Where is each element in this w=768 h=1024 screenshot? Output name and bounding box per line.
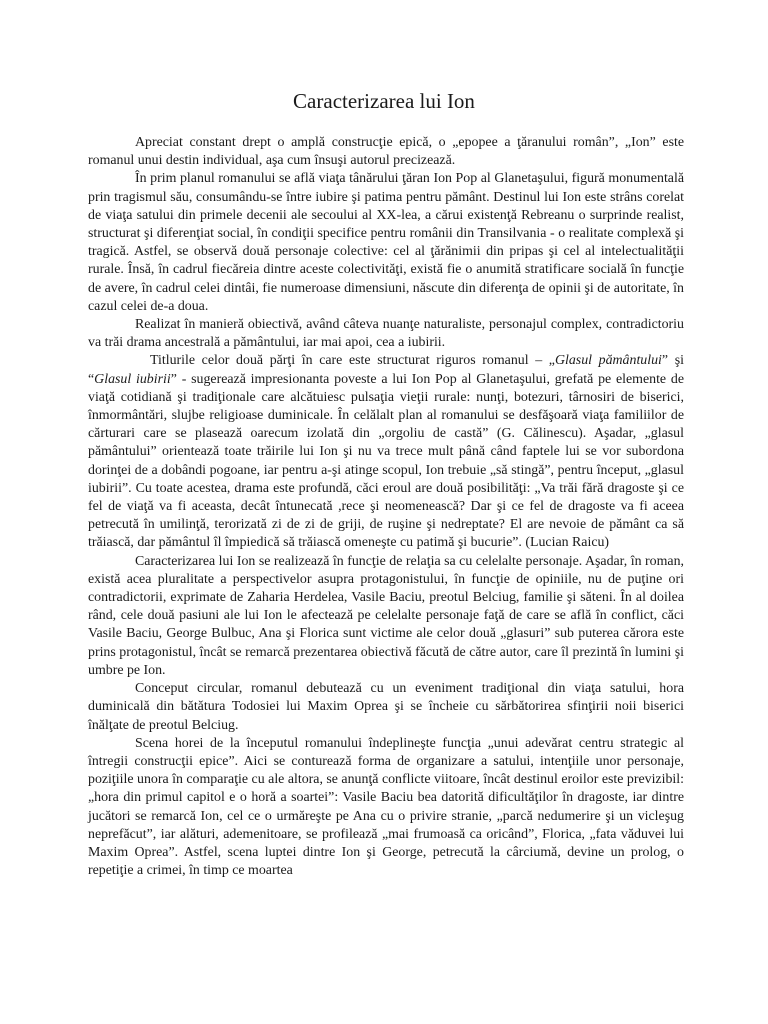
paragraph-structure: Conceput circular, romanul debutează cu un eveniment tradiţional din viaţa satului, hora duminicală din bătătura Todosiei lui Maxim Oprea şi se încheie cu sărbătorirea sfinţirii noii biserici înălţate de preotul Belciug. — [88, 681, 684, 733]
paragraph-titles-text-e: ” - sugerează impresionanta poveste a lui Ion Pop al Glanetaşului, grefată pe elemente de viaţă cotidiană şi tradiţionale care alcătuiesc pulsaţia vieţii rurale: nunţi, botezuri, târnosiri de biserici, înmormântări, slujbe religioase duminicale. În celălalt plan al romanului se desfăşoară viaţa familiilor de cărturari care se plasează oarecum izolată din „orgoliu de castă” (G. Călinescu). Aşadar, „glasul pământului” orientează toate trăirile lui Ion şi nu va trece mult până când faptele lui se vor subordona dorinţei de a dobândi pogoane, iar pentru a-şi atinge scopul, Ion trebuie „să stingă”, pentru început, „glasul iubirii”. Cu toate acestea, drama este profundă, căci eroul are două posibilităţi: „Va trăi fără dragoste şi ce fel de viaţă va fi aceasta, decât întunecată ,rece şi neomenească? Dar şi ce fel de dragoste va fi aceea petrecută în umilinţă, terorizată zi de zi de griji, de ruşine şi nedreptate? El are nevoie de pământ ca să trăiască, dar pământul îl împiedică să trăiască omeneşte cu patimă şi bucurie”. (Lucian Raicu) — [88, 371, 684, 551]
paragraph-intro: Apreciat constant drept o amplă construcţie epică, o „epopee a ţăranului român”, „Ion” este romanul unui destin individual, aşa cum însuşi autorul precizează. — [88, 135, 684, 169]
paragraph-titles-text-a: Titlurile celor două părţi în care este structurat riguros romanul – „ — [150, 353, 555, 369]
title-glasul-pamantului: Glasul pământului — [554, 353, 662, 369]
paragraph-realism: Realizat în manieră obiectivă, având câteva nuanţe naturaliste, personajul complex, contradictoriu va trăi drama ancestrală a pământului, iar mai apoi, cea a iubirii. — [88, 317, 684, 351]
paragraph-protagonist: În prim planul romanului se află viaţa tânărului ţăran Ion Pop al Glanetaşului, figură monumentală prin tragismul său, consumându-se între iubire şi patima pentru pământ. Destinul lui Ion este strâns corelat de viaţa satului din primele decenii ale secoului al XX-lea, a cărui existenţă Rebreanu o surprinde realist, structurat şi diferenţiat social, în condiţii specifice pentru românii din Transilvania - o realitate complexă şi tragică. Astfel, se observă două personaje colective: cel al ţărănimii din pripas şi cel al intelectualităţii rurale. Însă, în cadrul fiecăreia dintre aceste colectivităţi, există fie o anumită stratificare socială în funcţie de avere, în cadrul celei dintâi, fie numeroase dimensiuni, născute din diferenţa de opinii şi de autoritate, în cazul celei de-a doua. — [88, 171, 684, 314]
paragraph-titles-text-c: ” şi “ — [88, 353, 684, 387]
paragraph-titles — [88, 352, 684, 552]
document-body — [88, 134, 684, 880]
paragraph-relations: Caracterizarea lui Ion se realizează în funcţie de relaţia sa cu celelalte personaje. Aşadar, în roman, există acea pluralitate a perspectivelor asupra protagonistului, în funcţie de opiniile, nu de puţine ori contradictorii, exprimate de Zaharia Herdelea, Vasile Baciu, preotul Belciug, familie şi săteni. În al doilea rând, cele două pasiuni ale lui Ion le afectează pe celelalte personaje faţă de care se află în conflict, căci Vasile Baciu, George Bulbuc, Ana şi Florica sunt victime ale celor două „glasuri” sub puterea cărora este prins protagonistul, încât se remarcă prezentarea obiectivă făcută de către autor, care îl prezintă în lumini şi umbre pe Ion. — [88, 553, 684, 678]
page-title: Caracterizarea lui Ion — [293, 89, 475, 113]
paragraph-hora-scene: Scena horei de la începutul romanului îndeplineşte funcţia „unui adevărat centru strategic al întregii construcţii epice”. Aici se conturează forma de organizare a satului, intenţiile unor personaje, poziţiile unora în comparaţie cu ale altora, se anunţă conflicte viitoare, încât destinul eroilor este previzibil: „hora din primul capitol e o horă a soartei”: Vasile Baciu bea datorită dificultăţilor în dragoste, iar dintre jucători se remarcă Ion, cel ce o urmăreşte pe Ana cu o privire stranie, „parcă nedumerire şi un vicleşug neprefăcut”, iar alături, ademenitoare, se profilează „mai frumoasă ca oricând”, Florica, „fata văduvei lui Maxim Oprea”. Astfel, scena luptei dintre Ion şi George, petrecută la cârciumă, devine un prolog, o repetiţie a crimei, în timp ce moartea — [88, 735, 684, 879]
title-glasul-iubirii: Glasul iubirii — [94, 371, 171, 387]
